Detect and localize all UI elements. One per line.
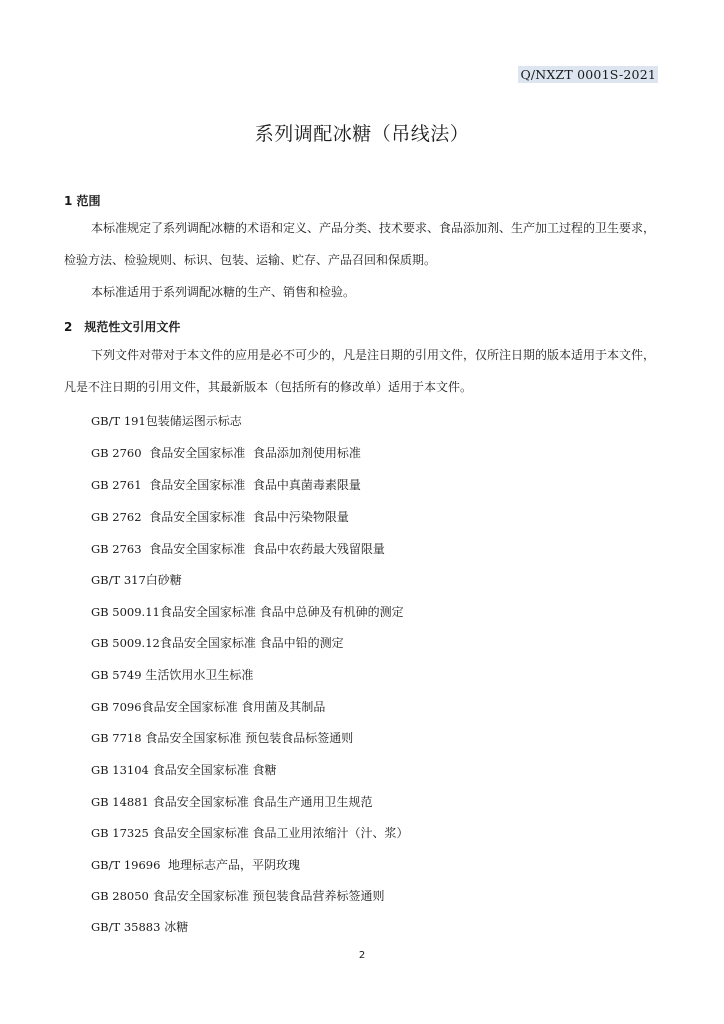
reference-item: GB 7718 食品安全国家标准 预包装食品标签通则 — [91, 731, 354, 745]
standard-code: Q/NXZT 0001S-2021 — [520, 67, 656, 82]
reference-item: GB 5749 生活饮用水卫生标准 — [91, 668, 254, 682]
reference-item: GB/T 317白砂糖 — [91, 573, 182, 587]
page-number: 2 — [358, 950, 366, 961]
reference-item: GB 2761 食品安全国家标准 食品中真菌毒素限量 — [91, 478, 361, 492]
section-2-paragraph-1: 下列文件对带对于本文件的应用是必不可少的，凡是注日期的引用文件，仅所注日期的版本适用于本文件，凡是不注日期的引用文件，其最新版本（包括所有的修改单）适用于本文件。 — [64, 348, 656, 394]
reference-item: GB/T 35883 冰糖 — [91, 920, 189, 934]
reference-item: GB 2760 食品安全国家标准 食品添加剂使用标准 — [91, 446, 361, 460]
reference-item: GB 2762 食品安全国家标准 食品中污染物限量 — [91, 510, 349, 524]
section-1-paragraph-2: 本标准适用于系列调配冰糖的生产、销售和检验。 — [91, 285, 356, 299]
reference-item: GB 2763 食品安全国家标准 食品中农药最大残留限量 — [91, 542, 385, 556]
section-1-paragraph-1: 本标准规定了系列调配冰糖的术语和定义、产品分类、技术要求、食品添加剂、生产加工过程的卫生要求，检验方法、检验规则、标识、包装、运输、贮存、产品召回和保质期。 — [64, 221, 656, 267]
section-2-heading: 2 规范性文引用文件 — [64, 320, 181, 334]
reference-item: GB 7096食品安全国家标准 食用菌及其制品 — [91, 700, 326, 714]
reference-item: GB 14881 食品安全国家标准 食品生产通用卫生规范 — [91, 795, 373, 809]
reference-item: GB 28050 食品安全国家标准 预包装食品营养标签通则 — [91, 889, 385, 903]
reference-item: GB/T 19696 地理标志产品，平阴玫瑰 — [91, 858, 301, 872]
reference-item: GB 13104 食品安全国家标准 食糖 — [91, 763, 277, 777]
reference-item: GB 17325 食品安全国家标准 食品工业用浓缩汁（汁、浆） — [91, 826, 409, 840]
section-1-heading: 1 范围 — [64, 194, 101, 208]
document-title: 系列调配冰糖（吊线法） — [254, 123, 470, 145]
reference-item: GB/T 191包装储运图示标志 — [91, 414, 242, 428]
reference-item: GB 5009.12食品安全国家标准 食品中铅的测定 — [91, 636, 344, 650]
reference-item: GB 5009.11食品安全国家标准 食品中总砷及有机砷的测定 — [91, 605, 404, 619]
